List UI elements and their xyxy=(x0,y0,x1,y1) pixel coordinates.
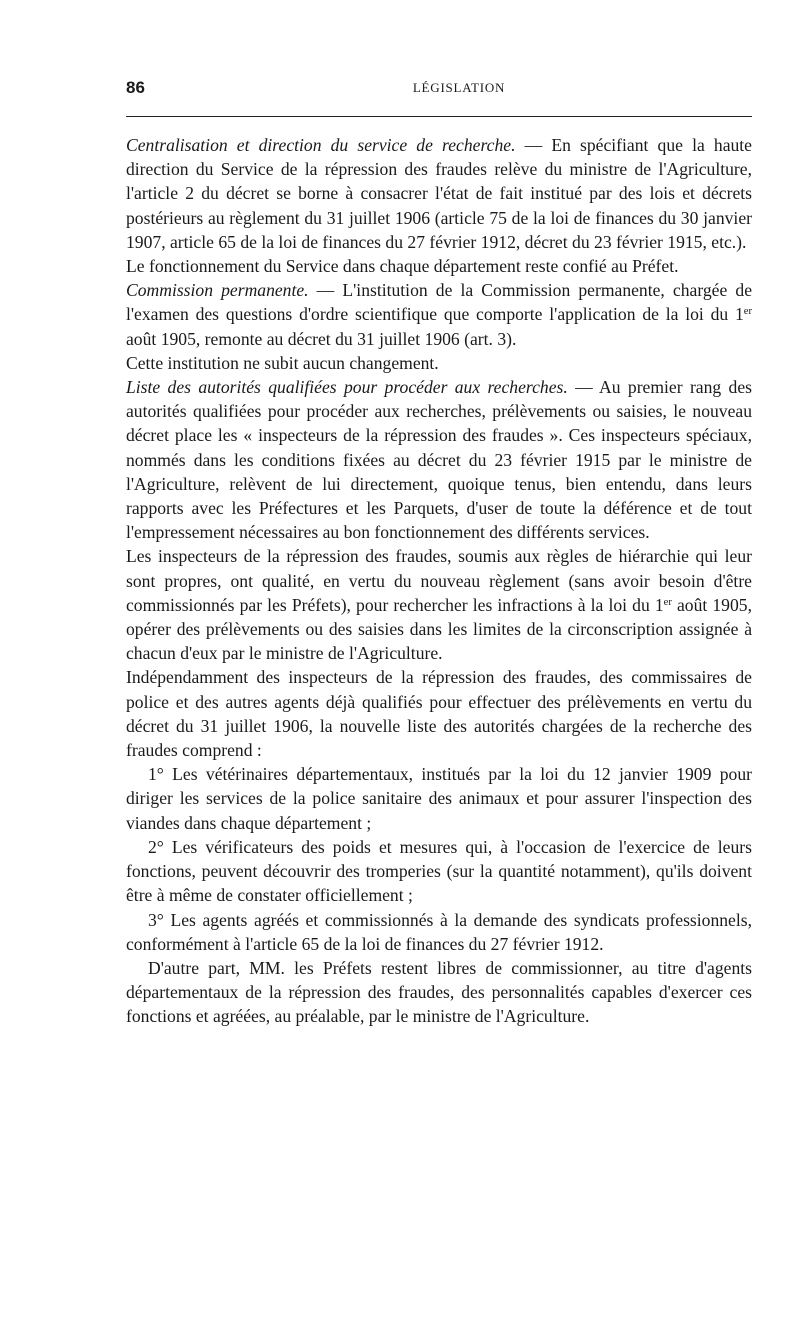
paragraph-text: août 1905, remonte au décret du 31 juillet 1906 (art. 3). xyxy=(126,328,517,349)
paragraph-text: — L'institution de la Commission permanente, chargée de l'examen des questions d'ordre scientifique que comporte l'application de la loi du 1 xyxy=(126,280,753,325)
paragraph-text: 1° Les vétérinaires départementaux, institués par la loi du 12 janvier 1909 pour diriger les services de la police sanitaire des animaux et pour assurer l'inspection des viandes dans chaque département ; xyxy=(126,764,752,833)
paragraph-text: 3° Les agents agréés et commissionnés à la demande des syndicats professionnels, conformément à l'article 65 de la loi de finances du 27 février 1912. xyxy=(126,909,752,954)
paragraph-liste-autorites xyxy=(126,375,752,544)
section-heading: Liste des autorités qualifiées pour procéder aux recherches. xyxy=(126,377,568,398)
page-header xyxy=(126,78,752,106)
page-body xyxy=(126,133,752,1029)
superscript: er xyxy=(743,306,752,318)
header-rule xyxy=(126,116,752,117)
paragraph-text: Indépendamment des inspecteurs de la répression des fraudes, des commissaires de police et des autres agents déjà qualifiés pour effectuer des prélèvements en vertu du décret du 31 juillet 1906, la nouvelle liste des autorités chargées de la recherche des fraudes comprend : xyxy=(126,667,752,761)
paragraph-institution xyxy=(126,351,752,375)
paragraph-independamment xyxy=(126,665,752,762)
paragraph-centralisation xyxy=(126,133,752,254)
superscript: er xyxy=(663,597,672,609)
paragraph-inspecteurs xyxy=(126,544,752,665)
paragraph-text: Le fonctionnement du Service dans chaque département reste confié au Préfet. xyxy=(126,256,679,277)
running-title: LÉGISLATION xyxy=(412,80,506,95)
list-item-verificateurs xyxy=(126,835,752,908)
book-page xyxy=(126,78,752,1029)
paragraph-text: Cette institution ne subit aucun changement. xyxy=(126,352,439,373)
paragraph-fonctionnement xyxy=(126,254,752,278)
paragraph-text: D'autre part, MM. les Préfets restent libres de commissionner, au titre d'agents départementaux de la répression des fraudes, des personnalités capables d'exercer ces fonctions et agréées, au préalable, par le ministre de l'Agriculture. xyxy=(126,957,752,1027)
paragraph-text: — En spécifiant que la haute direction du Service de la répression des fraudes relève du ministre de l'Agriculture, l'article 2 du décret se borne à consacrer l'état de fait institué par des lois et décrets postérieurs au règlement du 31 juillet 1906 (article 75 de la loi de finances du 30 janvier 1907, article 65 de la loi de finances du 27 février 1912, décret du 23 février 1915, etc.). xyxy=(126,135,752,252)
paragraph-text: — Au premier rang des autorités qualifiées pour procéder aux recherches, prélèvements ou saisies, le nouveau décret place les « inspecteurs de la répression des fraudes ». Ces inspecteurs spéciaux, nommés dans les conditions fixées au décret du 23 février 1915 par le ministre de l'Agriculture, relèvent de lui directement, quoique tenus, bien entendu, dans leurs rapports avec les Préfectures et les Parquets, d'user de toute la déférence et de tout l'empressement nécessaires au bon fonctionnement des différents services. xyxy=(126,377,752,543)
section-heading: Commission permanente. xyxy=(126,280,309,301)
list-item-veterinaires xyxy=(126,762,752,835)
paragraph-text: 2° Les vérificateurs des poids et mesures qui, à l'occasion de l'exercice de leurs fonctions, peuvent découvrir des tromperies (sur la quantité notamment), qu'ils doivent être à même de constater officiellement ; xyxy=(126,836,752,906)
section-heading: Centralisation et direction du service de recherche. xyxy=(126,135,516,155)
list-item-agents-agrees xyxy=(126,908,752,956)
paragraph-prefets xyxy=(126,956,752,1029)
page-number: 86 xyxy=(126,78,145,97)
paragraph-commission xyxy=(126,278,752,351)
paragraph-text: Les inspecteurs de la répression des fraudes, soumis aux règles de hiérarchie qui leur sont propres, ont qualité, en vertu du nouveau règlement (sans avoir besoin d'être commissionnés par les Préfets), pour rechercher les infractions à la loi du 1 xyxy=(126,546,752,615)
paragraph-text: août 1905, opérer des prélèvements ou des saisies dans les limites de la circonscription assignée à chacun d'eux par le ministre de l'Agriculture. xyxy=(126,594,752,664)
